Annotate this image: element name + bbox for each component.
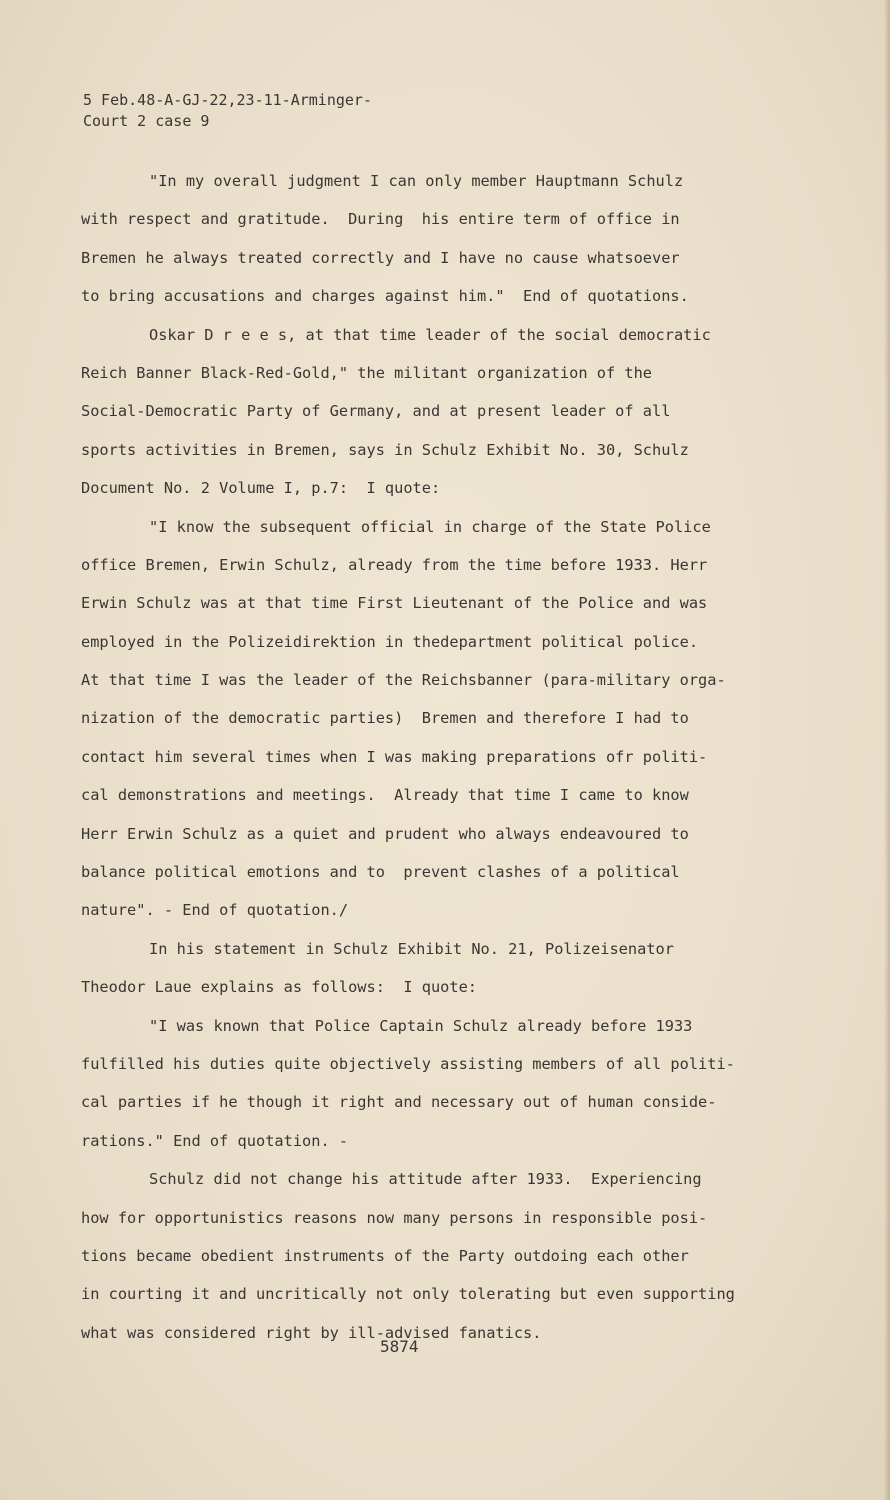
document-header — [83, 90, 372, 132]
text-line: Erwin Schulz was at that time First Lieutenant of the Police and was — [81, 594, 708, 613]
text-line: contact him several times when I was making preparations ofr politi- — [81, 747, 708, 766]
text-line: what was considered right by ill-advised fanatics. — [81, 1323, 542, 1342]
text-line: Oskar D r e e s, at that time leader of the social democratic — [149, 325, 711, 344]
text-line: in courting it and uncritically not only tolerating but even supporting — [81, 1285, 735, 1304]
text-line: Document No. 2 Volume I, p.7: I quote: — [81, 479, 441, 498]
document-body — [81, 162, 781, 1352]
text-line: nature". - End of quotation./ — [81, 901, 349, 920]
text-line: Social-Democratic Party of Germany, and at present leader of all — [81, 402, 671, 421]
text-line: cal parties if he though it right and necessary out of human conside- — [81, 1093, 717, 1112]
text-line: fulfilled his duties quite objectively assisting members of all politi- — [81, 1054, 735, 1073]
text-line: Reich Banner Black-Red-Gold," the militant organization of the — [81, 363, 652, 382]
text-line: Herr Erwin Schulz as a quiet and prudent who always endeavoured to — [81, 824, 689, 843]
text-line: with respect and gratitude. During his entire term of office in — [81, 210, 680, 229]
text-line: Bremen he always treated correctly and I have no cause whatsoever — [81, 248, 680, 267]
text-line: At that time I was the leader of the Reichsbanner (para-military orga- — [81, 671, 726, 690]
text-line: cal demonstrations and meetings. Already that time I came to know — [81, 786, 689, 805]
page-number: 5874 — [380, 1337, 419, 1356]
text-line: "In my overall judgment I can only member Hauptmann Schulz — [149, 172, 684, 190]
text-line: how for opportunistics reasons now many persons in responsible posi- — [81, 1208, 708, 1227]
text-line: Theodor Laue explains as follows: I quote: — [81, 978, 478, 997]
text-line: Schulz did not change his attitude after 1933. Experiencing — [149, 1170, 702, 1189]
text-line: tions became obedient instruments of the Party outdoing each other — [81, 1246, 689, 1265]
text-line: office Bremen, Erwin Schulz, already from the time before 1933. Herr — [81, 555, 708, 574]
text-line: to bring accusations and charges against him." End of quotations. — [81, 287, 689, 306]
text-line: "I know the subsequent official in charge of the State Police — [149, 517, 711, 536]
header-reference: 5 Feb.48-A-GJ-22,23-11-Arminger- — [83, 91, 372, 109]
header-court: Court 2 case 9 — [83, 112, 210, 130]
text-line: employed in the Polizeidirektion in thedepartment political police. — [81, 632, 699, 651]
text-line: rations." End of quotation. - — [81, 1131, 349, 1150]
text-line: sports activities in Bremen, says in Schulz Exhibit No. 30, Schulz — [81, 440, 689, 459]
text-line: "I was known that Police Captain Schulz already before 1933 — [149, 1016, 693, 1035]
text-line: nization of the democratic parties) Bremen and therefore I had to — [81, 709, 689, 728]
page-edge-shadow — [884, 0, 890, 1500]
text-line: balance political emotions and to prevent clashes of a political — [81, 863, 680, 882]
text-line: In his statement in Schulz Exhibit No. 21, Polizeisenator — [149, 939, 674, 958]
